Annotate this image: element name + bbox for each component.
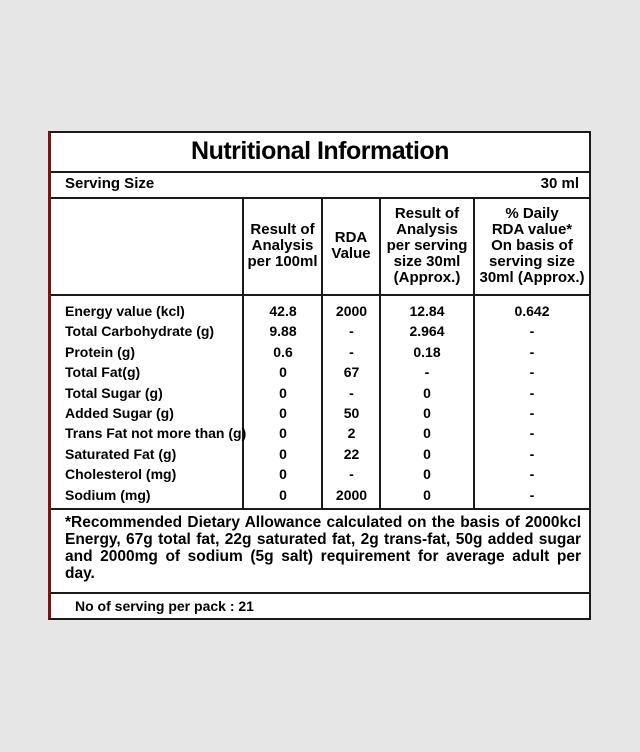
label-title: Nutritional Information <box>51 133 589 173</box>
nutrient-name: Total Carbohydrate (g) <box>65 323 215 340</box>
header-line: Analysis <box>396 220 458 238</box>
header-result-per-serving <box>381 197 473 294</box>
per-serving-value: - <box>424 364 430 381</box>
daily-rda-percent: - <box>529 384 535 401</box>
nutrient-rows <box>51 301 589 505</box>
header-result-per-100ml <box>244 197 321 294</box>
nutrition-label <box>48 131 591 620</box>
header-line: serving size <box>489 252 575 270</box>
rda-value: 67 <box>343 364 360 381</box>
rda-value: 2 <box>347 425 356 442</box>
daily-rda-percent: - <box>529 466 535 483</box>
nutrient-name: Protein (g) <box>65 343 135 360</box>
rda-footnote: *Recommended Dietary Allowance calculated on the basis of 2000kcl Energy, 67g total fat, 22g saturated fat, 2g trans-fat, 50g added sugar and 2000mg of sodium (5g salt) requirement for average adult per day. <box>65 514 581 582</box>
per-100ml-value: 0.6 <box>273 343 293 360</box>
nutrient-name: Total Sugar (g) <box>65 384 163 401</box>
table-row <box>51 342 589 362</box>
per-100ml-value: 9.88 <box>269 323 297 340</box>
nutrient-name: Cholesterol (mg) <box>65 466 177 483</box>
serving-size-row <box>51 171 589 199</box>
nutrient-name: Total Fat(g) <box>65 364 141 381</box>
nutrient-name: Energy value (kcl) <box>65 303 185 319</box>
per-serving-value: 0 <box>423 404 431 421</box>
per-serving-value: 0 <box>423 384 431 401</box>
header-line: RDA <box>334 228 368 246</box>
header-line: size 30ml <box>393 252 461 270</box>
header-line: % Daily <box>505 204 559 222</box>
daily-rda-percent: - <box>529 323 535 340</box>
header-line: 30ml (Approx.) <box>479 268 585 286</box>
per-100ml-value: 0 <box>279 486 287 503</box>
header-line: Value <box>331 244 371 262</box>
rda-value: 2000 <box>335 303 368 319</box>
per-serving-value: 2.964 <box>409 323 445 340</box>
per-serving-value: 0 <box>423 445 431 462</box>
per-serving-value: 12.84 <box>409 303 445 319</box>
table-row <box>51 464 589 484</box>
header-line: On basis of <box>491 236 573 254</box>
daily-rda-percent: 0.642 <box>514 303 550 319</box>
per-100ml-value: 0 <box>279 404 287 421</box>
daily-rda-percent: - <box>529 404 535 421</box>
header-divider <box>51 294 589 296</box>
nutrition-table <box>51 197 589 510</box>
nutrient-name: Trans Fat not more than (g) <box>65 425 247 442</box>
table-row <box>51 321 589 341</box>
per-100ml-value: 0 <box>279 364 287 381</box>
header-line: Result of <box>394 204 460 222</box>
header-rda-value <box>323 197 379 294</box>
nutrient-name: Added Sugar (g) <box>65 404 174 421</box>
footer-divider <box>51 592 589 594</box>
table-row <box>51 403 589 423</box>
daily-rda-percent: - <box>529 486 535 503</box>
header-daily-rda-percent <box>475 197 589 294</box>
daily-rda-percent: - <box>529 445 535 462</box>
rda-value: - <box>349 343 354 360</box>
table-row <box>51 301 589 321</box>
per-serving-value: 0 <box>423 425 431 442</box>
per-100ml-value: 0 <box>279 384 287 401</box>
daily-rda-percent: - <box>529 343 535 360</box>
serving-size-value: 30 ml <box>540 175 579 192</box>
table-row <box>51 383 589 403</box>
per-100ml-value: 0 <box>279 445 287 462</box>
per-serving-value: 0.18 <box>413 343 441 360</box>
header-line: per serving <box>386 236 468 254</box>
rda-value: - <box>349 384 354 401</box>
header-line: Result of <box>250 220 315 238</box>
header-line: RDA value* <box>491 220 573 238</box>
rda-value: 50 <box>343 404 360 421</box>
servings-per-pack: No of serving per pack : 21 <box>75 598 254 614</box>
rda-value: 22 <box>343 445 360 462</box>
rda-value: - <box>349 466 354 483</box>
daily-rda-percent: - <box>529 425 535 442</box>
nutrient-name: Sodium (mg) <box>65 486 151 503</box>
header-line: (Approx.) <box>393 268 461 286</box>
serving-size-label: Serving Size <box>65 175 155 192</box>
rda-value: 2000 <box>335 486 368 503</box>
header-line: Analysis <box>251 236 314 254</box>
per-100ml-value: 42.8 <box>269 303 297 319</box>
daily-rda-percent: - <box>529 364 535 381</box>
table-row <box>51 485 589 505</box>
nutrient-name: Saturated Fat (g) <box>65 445 177 462</box>
per-serving-value: 0 <box>423 466 431 483</box>
per-100ml-value: 0 <box>279 425 287 442</box>
per-100ml-value: 0 <box>279 466 287 483</box>
table-row <box>51 362 589 382</box>
table-row <box>51 444 589 464</box>
header-line: per 100ml <box>247 252 318 270</box>
rda-value: - <box>349 323 354 340</box>
per-serving-value: 0 <box>423 486 431 503</box>
table-row <box>51 423 589 443</box>
